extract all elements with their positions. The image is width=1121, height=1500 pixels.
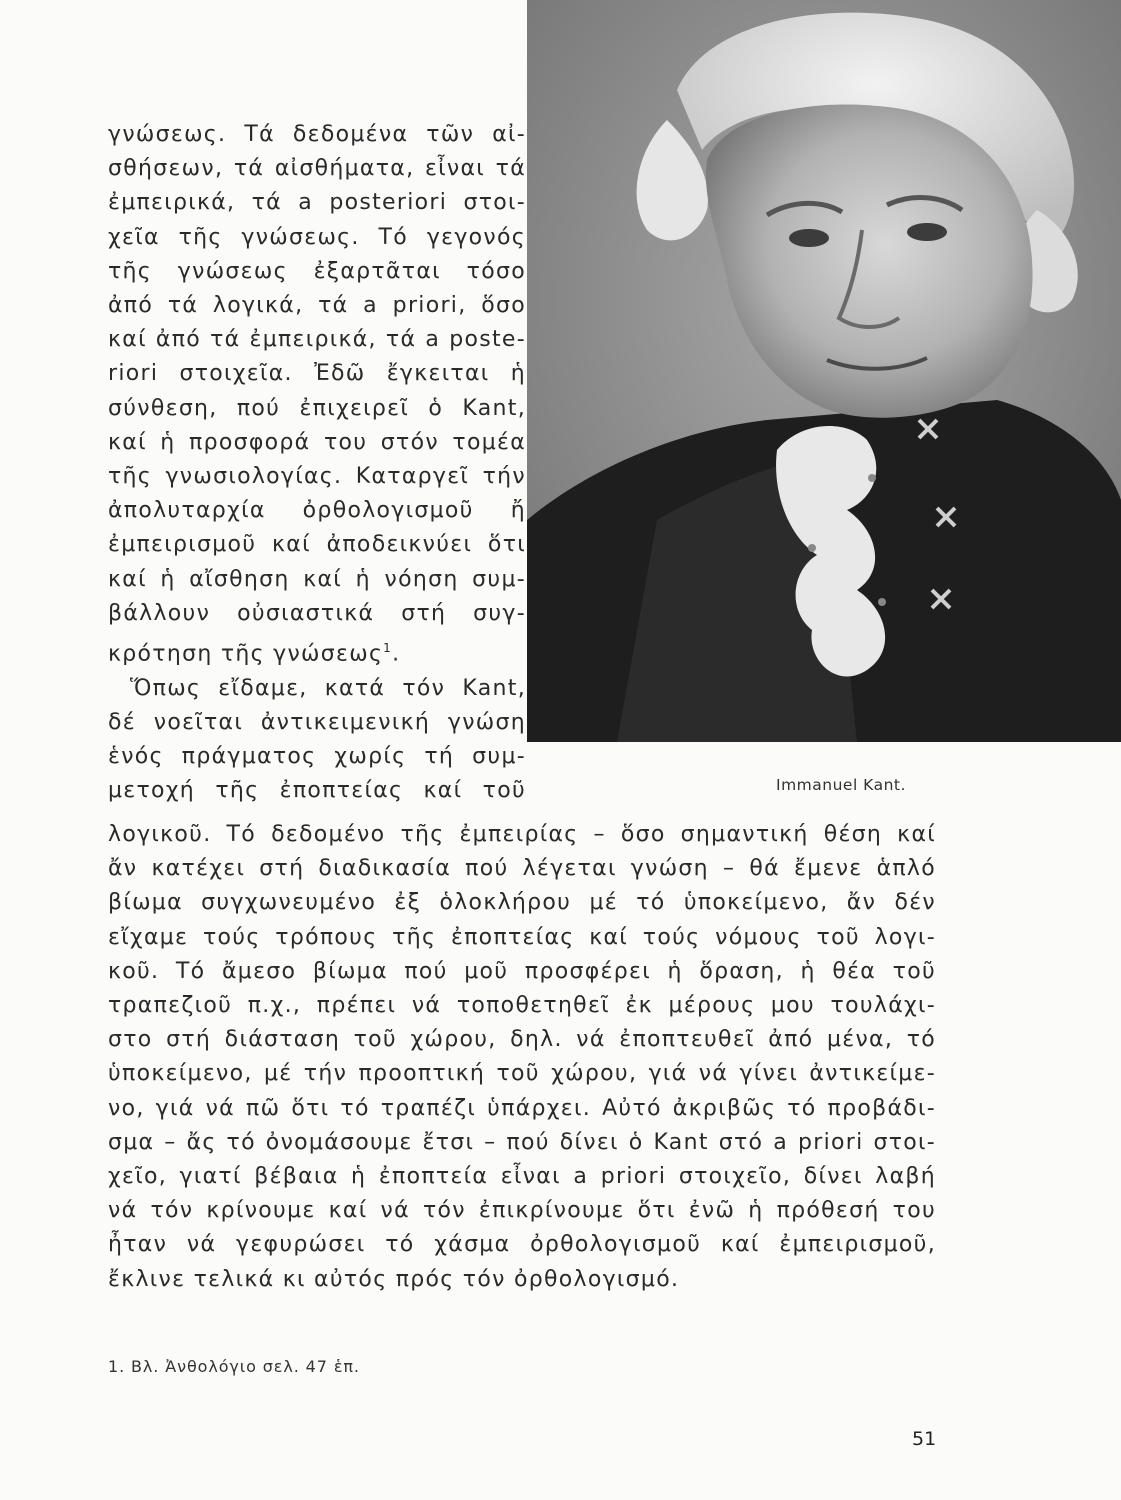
text-line: κοῦ. Τό ἄμεσο βίωμα πού μοῦ προσφέρει ἡ ὅραση, ἡ θέα τοῦ <box>108 958 936 984</box>
text-line: ἄν κατέχει στή διαδικασία πού λέγεται γνώση – θά ἔμενε ἁπλό <box>108 856 936 882</box>
text-line: καί ἀπό τά ἐμπειρικά, τά a poste- <box>108 327 526 353</box>
text-line: σύνθεση, πού ἐπιχειρεῖ ὁ Kant, <box>108 395 526 421</box>
text-line: εἴχαμε τούς τρόπους τῆς ἐποπτείας καί τούς νόμους τοῦ λογι- <box>108 924 936 950</box>
text-line: ἐμπειρικά, τά a posteriori στοι- <box>108 190 526 216</box>
text-line: καί ἡ αἴσθηση καί ἡ νόηση συμ- <box>108 566 526 592</box>
text-line: ὑποκείμενο, μέ τήν προοπτική τοῦ χώρου, γιά νά γίνει ἀντικείμε- <box>108 1061 936 1087</box>
page-number: 51 <box>912 1428 937 1450</box>
text-line: νο, γιά νά πῶ ὅτι τό τραπέζι ὑπάρχει. Αὐτό ἀκριβῶς τό προβάδι- <box>108 1095 936 1121</box>
text-line: ἀπολυταρχία ὀρθολογισμοῦ ἤ <box>108 498 526 524</box>
text-line: χεῖα τῆς γνώσεως. Τό γεγονός <box>108 224 526 250</box>
text-line: riori στοιχεῖα. Ἐδῶ ἔγκειται ἡ <box>108 361 526 387</box>
kant-portrait <box>527 0 1121 742</box>
full-width-text <box>108 818 936 1297</box>
text-line: τραπεζιοῦ π.χ., πρέπει νά τοποθετηθεῖ ἐκ μέρους μου τουλάχι- <box>108 993 936 1019</box>
text-line: τῆς γνώσεως ἐξαρτᾶται τόσο <box>108 258 526 284</box>
text-line: χεῖο, γιατί βέβαια ἡ ἐποπτεία εἶναι a priori στοιχεῖο, δίνει λαβή <box>108 1164 936 1190</box>
column-text <box>108 118 526 808</box>
portrait-illustration <box>527 0 1121 742</box>
text-line: ἐμπειρισμοῦ καί ἀποδεικνύει ὅτι <box>108 532 526 558</box>
text-line: γνώσεως. Τά δεδομένα τῶν αἰ- <box>108 122 526 147</box>
text-line: βίωμα συγχωνευμένο ἐξ ὁλοκλήρου μέ τό ὑποκείμενο, ἄν δέν <box>108 890 936 916</box>
footnote: 1. Βλ. Ἀνθολόγιο σελ. 47 ἑπ. <box>108 1357 360 1376</box>
footnote-reference: 1 <box>383 641 393 656</box>
text-line: ἦταν νά γεφυρώσει τό χάσμα ὀρθολογισμοῦ καί ἐμπειρισμοῦ, <box>108 1232 936 1258</box>
text-line: Ὅπως εἴδαμε, κατά τόν Kant, <box>130 675 526 701</box>
text-line: νά τόν κρίνουμε καί νά τόν ἐπικρίνουμε ὅτι ἐνῶ ἡ πρόθεσή του <box>108 1198 936 1224</box>
text-line: δέ νοεῖται ἀντικειμενική γνώση <box>108 709 526 735</box>
text-line: σμα – ἄς τό ὀνομάσουμε ἔτσι – πού δίνει ὁ Kant στό a priori στοι- <box>108 1129 936 1155</box>
text-line: στο στή διάσταση τοῦ χώρου, δηλ. νά ἐποπτευθεῖ ἀπό μένα, τό <box>108 1027 936 1053</box>
text-line: ἀπό τά λογικά, τά a priori, ὅσο <box>108 293 526 319</box>
portrait-caption: Immanuel Kant. <box>776 776 906 794</box>
text-line: καί ἡ προσφορά του στόν τομέα <box>108 429 526 455</box>
text-line: σθήσεων, τά αἰσθήματα, εἶναι τά <box>108 156 526 182</box>
text-line: κρότηση τῆς γνώσεως <box>108 641 384 667</box>
text-line: μετοχή τῆς ἐποπτείας καί τοῦ <box>108 778 526 804</box>
text-line: λογικοῦ. Τό δεδομένο τῆς ἐμπειρίας – ὅσο σημαντική θέση καί <box>108 822 936 847</box>
text-line: ἔκλινε τελικά κι αὐτός πρός τόν ὀρθολογισμό. <box>108 1266 680 1292</box>
text-line-with-footnote: κρότηση τῆς γνώσεως$^1$. <box>108 641 401 667</box>
text-line: βάλλουν οὐσιαστικά στή συγ- <box>108 600 526 626</box>
text-line: ἑνός πράγματος χωρίς τή συμ- <box>108 743 526 769</box>
text-line: τῆς γνωσιολογίας. Καταργεῖ τήν <box>108 464 526 490</box>
